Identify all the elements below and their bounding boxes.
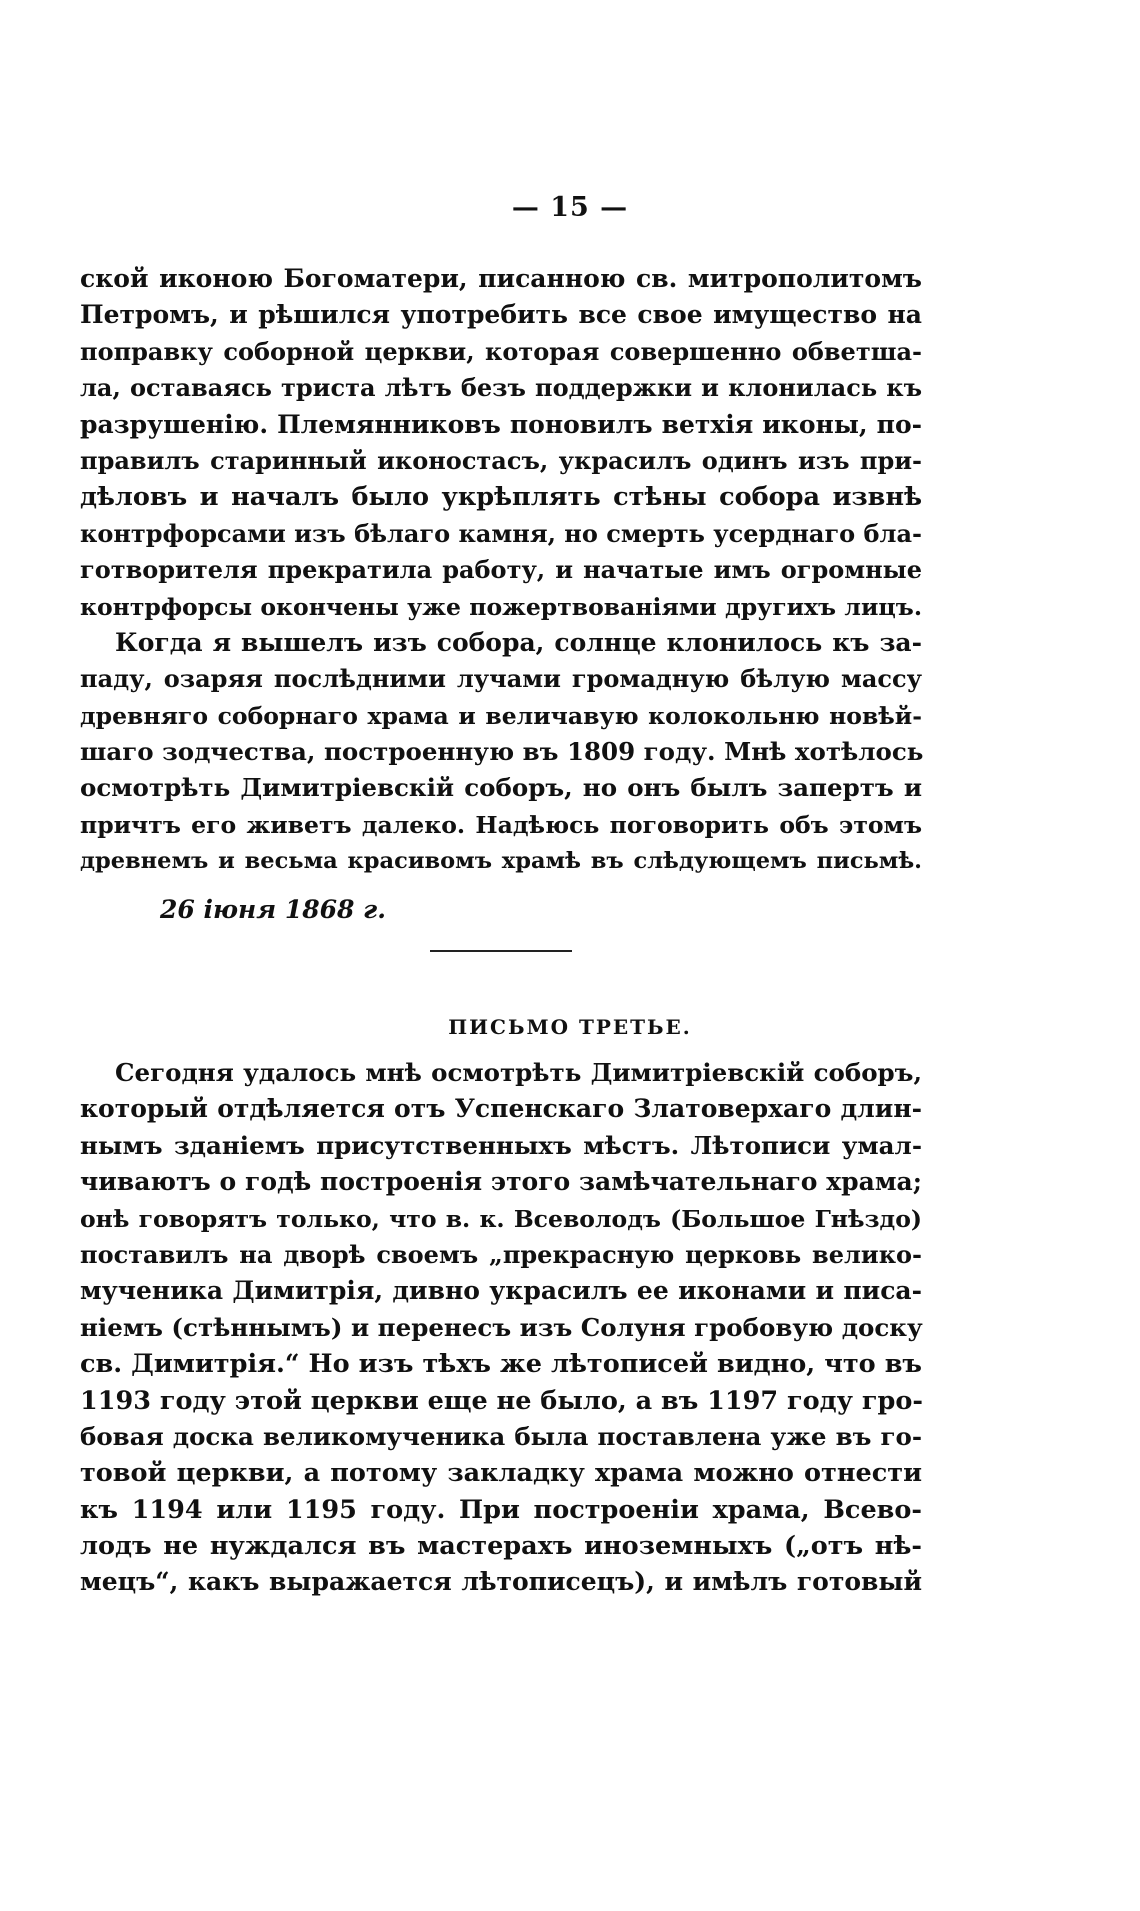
text-line: ла, оставаясь триста лѣтъ безъ поддержки и клонилась къ bbox=[80, 373, 922, 403]
text-line: бовая доска великомученика была поставлена уже въ го- bbox=[80, 1421, 922, 1451]
text-line: древняго соборнаго храма и величавую колокольню новѣй- bbox=[80, 701, 922, 730]
letter-date: 26 іюня 1868 г. bbox=[160, 895, 386, 924]
text-line: древнемъ и весьма красивомъ храмѣ въ слѣдующемъ письмѣ. bbox=[80, 848, 922, 875]
text-line: къ 1194 или 1195 году. При построеніи храма, Всево- bbox=[80, 1494, 922, 1525]
text-line: мученика Димитрія, дивно украсилъ ее иконами и писа- bbox=[80, 1276, 922, 1306]
text-line: лодъ не нуждался въ мастерахъ иноземныхъ („отъ нѣ- bbox=[80, 1531, 922, 1562]
text-line: св. Димитрія.“ Но изъ тѣхъ же лѣтописей видно, что въ bbox=[80, 1349, 922, 1380]
text-line: шаго зодчества, построенную въ 1809 году. Мнѣ хотѣлось bbox=[80, 737, 924, 767]
text-line: дѣловъ и началъ было укрѣплять стѣны собора извнѣ bbox=[80, 482, 922, 513]
text-line: причтъ его живетъ далеко. Надѣюсь поговорить объ этомъ bbox=[80, 810, 922, 839]
text-line: мецъ“, какъ выражается лѣтописецъ), и имѣлъ готовый bbox=[80, 1567, 922, 1597]
section-divider bbox=[430, 950, 572, 952]
text-line: онѣ говорятъ только, что в. к. Всеволодъ (Большое Гнѣздо) bbox=[80, 1204, 922, 1233]
text-line: 1193 году этой церкви еще не было, а въ 1197 году гро- bbox=[80, 1385, 923, 1416]
text-line: ніемъ (стѣннымъ) и перенесъ изъ Солуня гробовую доску bbox=[80, 1312, 923, 1342]
text-line: правилъ старинный иконостасъ, украсилъ одинъ изъ при- bbox=[80, 445, 922, 475]
text-line: паду, озаряя послѣдними лучами громадную бѣлую массу bbox=[80, 664, 922, 694]
page-number: — 15 — bbox=[511, 192, 629, 223]
text-line: нымъ зданіемъ присутственныхъ мѣстъ. Лѣтописи умал- bbox=[80, 1130, 922, 1160]
text-line: контрфорсы окончены уже пожертвованіями другихъ лицъ. bbox=[80, 592, 922, 621]
text-line: Когда я вышелъ изъ собора, солнце клонилось къ за- bbox=[115, 627, 922, 657]
text-line: поправку соборной церкви, которая совершенно обветша- bbox=[80, 336, 922, 366]
text-line: который отдѣляется отъ Успенскаго Златоверхаго длин- bbox=[80, 1094, 922, 1124]
text-line: Сегодня удалось мнѣ осмотрѣть Димитріевскій соборъ, bbox=[115, 1058, 922, 1087]
text-line: чиваютъ о годѣ построенія этого замѣчательнаго храма; bbox=[80, 1167, 922, 1197]
text-line: готворителя прекратила работу, и начатые имъ огромные bbox=[80, 555, 922, 585]
section-title: ПИСЬМО ТРЕТЬЕ. bbox=[448, 1015, 692, 1039]
text-line: ской иконою Богоматери, писанною св. митрополитомъ bbox=[80, 264, 922, 293]
continued-letter-text bbox=[80, 261, 922, 880]
text-line: разрушенію. Племянниковъ поновилъ ветхія иконы, по- bbox=[80, 409, 922, 439]
text-line: поставилъ на дворѣ своемъ „прекрасную церковь велико- bbox=[80, 1239, 922, 1269]
text-line: осмотрѣть Димитріевскій соборъ, но онъ былъ запертъ и bbox=[80, 773, 922, 803]
third-letter-text bbox=[80, 1055, 922, 1601]
text-line: контрфорсами изъ бѣлаго камня, но смерть усерднаго бла- bbox=[80, 518, 922, 548]
text-line: Петромъ, и рѣшился употребить все свое имущество на bbox=[80, 300, 922, 330]
text-line: товой церкви, а потому закладку храма можно отнести bbox=[80, 1458, 922, 1489]
